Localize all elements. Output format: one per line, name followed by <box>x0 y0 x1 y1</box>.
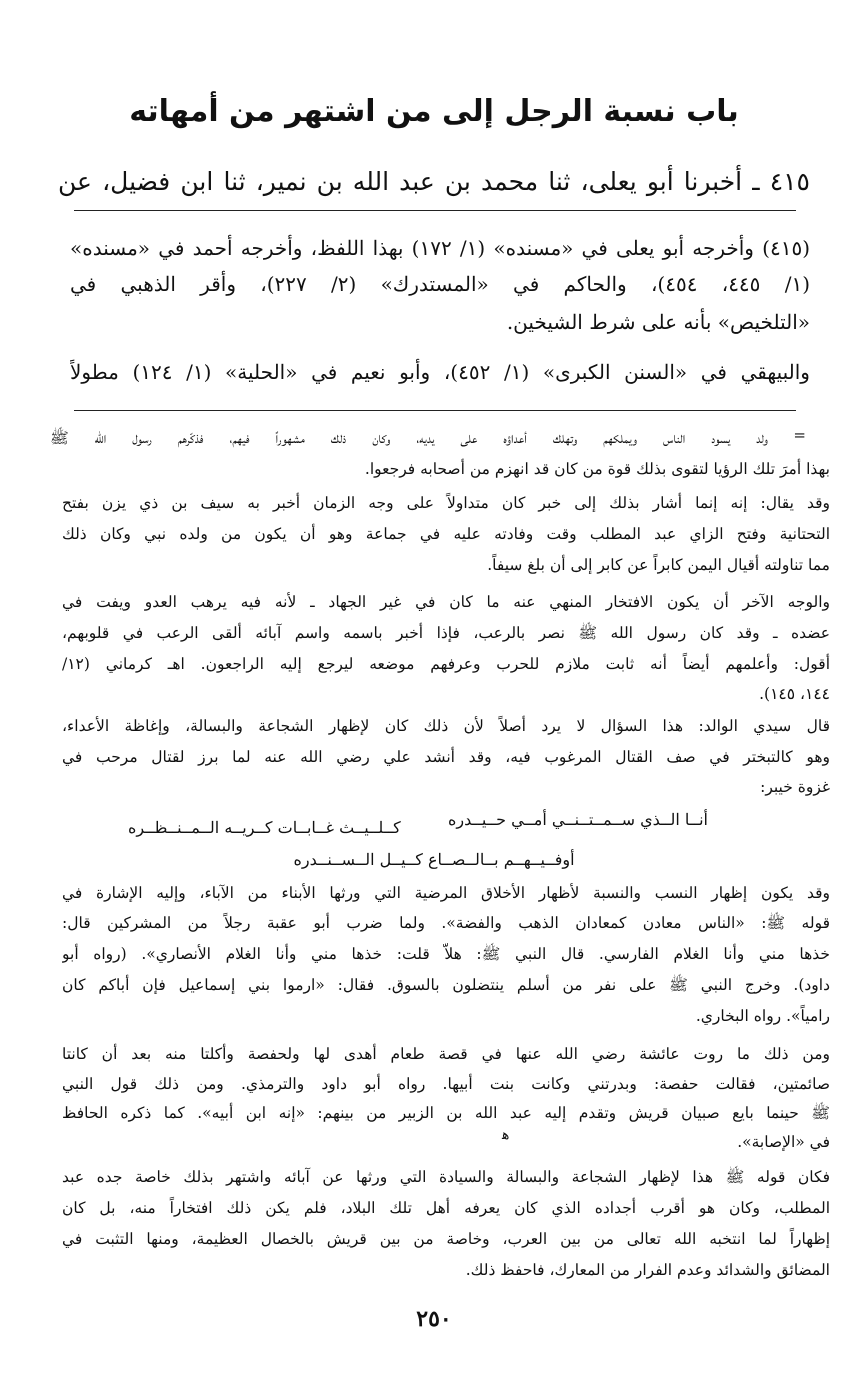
commentary-line: صائمتين، فقالت حفصة: وبدرتني وكانت بنت أبيها. رواه أبو داود والترمذي. ومن ذلك قول النبي <box>62 1075 830 1093</box>
footnote-line: «التلخيص» بأنه على شرط الشيخين. <box>506 310 810 334</box>
commentary-line: غزوة خيبر: <box>760 778 830 796</box>
commentary-line: مما تناولته أقيال اليمن كابراً عن كابر إلى أن بلغ سيفاً. <box>487 556 830 574</box>
commentary-line: في «الإصابة». <box>737 1133 830 1151</box>
commentary-line: خذها مني وأنا الغلام الفارسي. قال النبي ﷺ: هلاّ قلت: خذها مني وأنا الغلام الأنصاري». (رواه أبو <box>62 945 830 963</box>
footnote-line: والبيهقي في «السنن الكبرى» (١/ ٤٥٢)، وأبو نعيم في «الحلية» (١/ ١٢٤) مطولاً <box>70 360 810 384</box>
main-divider <box>74 210 796 211</box>
footnote-line: (٤١٥) وأخرجه أبو يعلى في «مسنده» (١/ ١٧٢) بهذا اللفظ، وأخرجه أحمد في «مسنده» <box>70 236 810 260</box>
commentary-line: ومن ذلك ما روت عائشة رضي الله عنها في قصة طعام أهدى لها ولحفصة وأكلتا منه بعد أن كانتا <box>62 1045 830 1063</box>
commentary-line: داود). وخرج النبي ﷺ على نفر من أسلم ينتضلون بالسوق. فقال: «ارموا بني إسماعيل فإن أباكم كان <box>62 976 830 994</box>
verse-hemistich: كــلــيــث غــابــات كــريــه الــمــنــظــره <box>128 818 401 837</box>
commentary-line: إظهاراً لما انتخبه الله تعالى من بين العرب، وخاصة من بين قريش بالخصال العظيمة، ومنها التثبت في <box>62 1230 830 1248</box>
verse-hemistich: أنــا الــذي ســمــتــنــي أمــي حــيــدره <box>448 810 708 829</box>
commentary-line: والوجه الآخر أن يكون الافتخار المنهي عنه ما كان في غير الجهاد ـ لأنه فيه يرهب العدو ويفت في <box>62 593 830 611</box>
commentary-line: المضائق والشدائد وعدم الفرار من المعارك، فاحفظ ذلك. <box>465 1261 830 1279</box>
hadith-line: ٤١٥ ـ أخبرنا أبو يعلى، ثنا محمد بن عبد الله بن نمير، ثنا ابن فضيل، عن <box>58 167 810 196</box>
commentary-line: عضده ـ وقد كان رسول الله ﷺ نصر بالرعب، فإذا أخبر باسمه واسم آبائه ألقى الرعب في قلوبهم، <box>62 624 830 642</box>
verse-hemistich: أوفــيــهــم بــالــصــاع كــيــل الــســنــدره <box>293 850 575 869</box>
margin-mark: ﻫ <box>502 1127 510 1143</box>
commentary-line: بهذا أمرَ تلك الرؤيا لتقوى بذلك قوة من كان قد انهزم من أصحابه فرجعوا. <box>364 460 830 478</box>
continuation-marker: = <box>793 426 806 444</box>
commentary-line: أقول: وأعلمهم أيضاً أنه ثابت ملازم للحرب وعرفهم موضعه ليرجع إليه الراجعون. اهـ كرماني (١٢/ <box>62 655 830 673</box>
commentary-line: وقد يكون إظهار النسب والنسبة لأظهار الأخلاق المرضية التي ورثها الأبناء من الآباء، وإليه الإشارة في <box>62 884 830 902</box>
footnote-line: (١/ ٤٤٥، ٤٥٤)، والحاكم في «المستدرك» (٢/ ٢٢٧)، وأقر الذهبي في <box>70 272 810 296</box>
commentary-line: رامياً». رواه البخاري. <box>695 1007 830 1025</box>
page-number: ٢٥٠ <box>416 1306 452 1332</box>
commentary-line: ﷺ حينما بايع صبيان قريش وتقدم إليه عبد الله بن الزبير من بينهم: «إنه ابن أبيه». كما ذكره الحافظ <box>62 1104 830 1122</box>
commentary-line: وهو كالتبختر في صف القتال المرغوب فيه، وقد أنشد علي رضي الله عنه لما برز لقتال مرحب في <box>62 748 830 766</box>
commentary-line: قال سيدي الوالد: هذا السؤال لا يرد أصلاً لأن ذلك كان لإظهار الشجاعة والبسالة، وإغاظة الأعداء، <box>62 717 830 735</box>
footnote-divider <box>74 410 796 411</box>
commentary-line: قوله ﷺ: «الناس معادن كمعادان الذهب والفضة». ولما ضرب أبو عقبة رجلاً من المشركين قال: <box>62 914 830 932</box>
commentary-line: ١٤٤، ١٤٥). <box>759 685 830 703</box>
commentary-line: المطلب، وكان هو أقرب أجداده الذي كان يعرفه أهل تلك البلاد، فلم يكن ذلك افتخاراً منه، بل كان <box>62 1199 830 1217</box>
chapter-title: باب نسبة الرجل إلى من اشتهر من أمهاته <box>129 94 739 129</box>
commentary-line: ولد يسود الناس ويملكهم وتهلك أعداؤه على يديه، وكان ذلك مشهوراً فيهم، فذكّرهم رسول الله ﷺ <box>50 429 768 447</box>
commentary-line: وقد يقال: إنه إنما أشار بذلك إلى خبر كان متداولاً على وجه الزمان أخبر به سيف بن ذي يزن بفتح <box>62 494 830 512</box>
commentary-line: فكان قوله ﷺ هذا لإظهار الشجاعة والبسالة والسيادة التي ورثها عن آبائه واشتهر بذلك خاصة جده عبد <box>62 1168 830 1186</box>
commentary-line: التحتانية وفتح الزاي عبد المطلب وقت وفادته عليه في جماعة وهو أن يكون من ولده نبي وكان ذلك <box>62 525 830 543</box>
